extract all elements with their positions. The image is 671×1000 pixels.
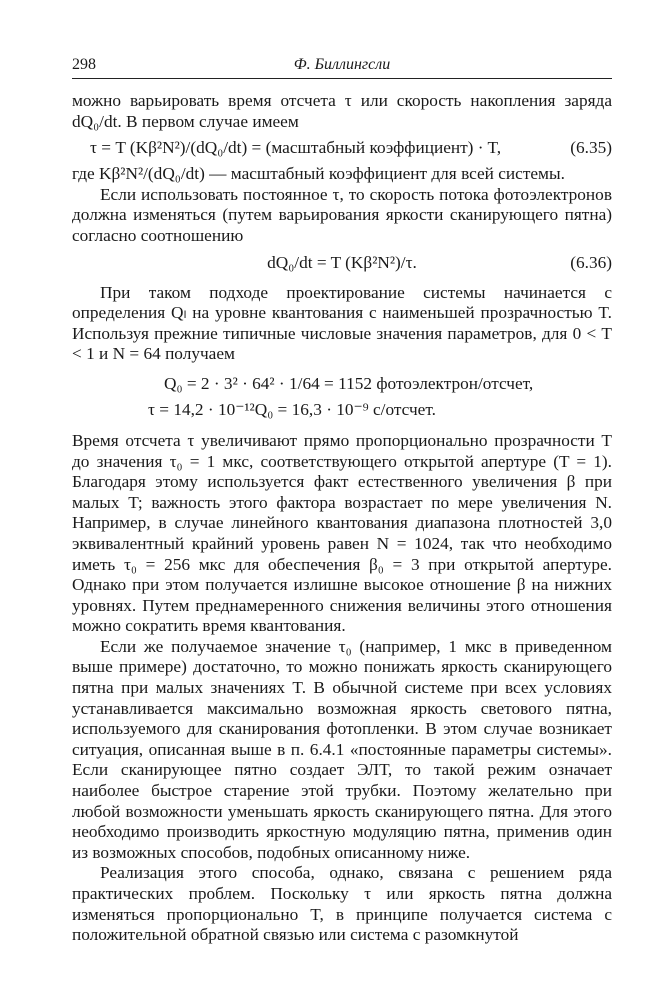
equation-number: (6.36) (570, 252, 612, 272)
paragraph: Реализация этого способа, однако, связана с решением ряда практических проблем. Поскольку τ или яркость пятна должна изменяться пропорционально T, в принципе получается система с положительной обратной связью или система с разомкнутой (72, 863, 612, 945)
paragraph: При таком подходе проектирование системы начинается с определения Qₗ на уровне квантования с наименьшей прозрачностью T. Используя прежние типичные числовые значения параметров, для 0 < T < 1 и N = 64 получаем (72, 282, 612, 364)
paragraph: Если использовать постоянное τ, то скорость потока фотоэлектронов должна изменяться (путем варьирования яркости сканирующего пятна) согласно соотношению (72, 184, 612, 245)
equation-formula: dQ₀/dt = T (Kβ²N²)/τ. (267, 252, 417, 272)
page-number: 298 (72, 56, 96, 73)
equation-formula: τ = T (Kβ²N²)/(dQ₀/dt) = (масштабный коэффициент) · T, (90, 138, 502, 158)
page-body (72, 91, 612, 946)
equation-6-36 (72, 251, 612, 275)
equation-number: (6.35) (570, 138, 612, 158)
book-page (72, 56, 612, 946)
equation-tau: τ = 14,2 · 10⁻¹²Q₀ = 16,3 · 10⁻⁹ с/отсчет. (148, 399, 436, 419)
equation-6-35 (72, 136, 612, 160)
equation-block (72, 371, 612, 423)
equation-q0: Q₀ = 2 · 3² · 64² · 1/64 = 1152 фотоэлектрон/отсчет, (164, 373, 534, 393)
paragraph: можно варьировать время отсчета τ или скорость накопления заряда dQ₀/dt. В первом случае имеем (72, 91, 612, 131)
paragraph: где Kβ²N²/(dQ₀/dt) — масштабный коэффициент для всей системы. (72, 164, 565, 184)
running-head: Ф. Биллингсли (293, 56, 391, 73)
paragraph: Время отсчета τ увеличивают прямо пропорционально прозрачности T до значения τ₀ = 1 мкс, соответствующего открытой апертуре (T = 1). Благодаря этому используется факт естественного увеличения β при малых T; важность этого фактора возрастает по мере увеличения N. Например, в случае линейного квантования диапазона плотностей 3,0 эквивалентный крайний уровень равен N = 1024, так что необходимо иметь τ₀ = 256 мкс для обеспечения β₀ = 3 при открытой апертуре. Однако при этом получается излишне высокое отношение β на нижних уровнях. Путем преднамеренного снижения величины этого отношения можно сократить время квантования. (72, 430, 612, 636)
page-header (72, 56, 612, 79)
paragraph: Если же получаемое значение τ₀ (например, 1 мкс в приведенном выше примере) достаточно, то можно понижать яркость сканирующего пятна при малых значениях T. В обычной системе при всех условиях устанавливается максимально возможная яркость светового пятна, используемого для сканирования фотопленки. В этом случае возникает ситуация, описанная выше в п. 6.4.1 «постоянные параметры системы». Если сканирующее пятно создает ЭЛТ, то такой режим означает наиболее быстрое старение этой трубки. Поэтому желательно при любой возможности уменьшать яркость сканирующего пятна. Для этого необходимо производить яркостную модуляцию пятна, применив один из возможных способов, подобных описанному ниже. (72, 636, 612, 862)
